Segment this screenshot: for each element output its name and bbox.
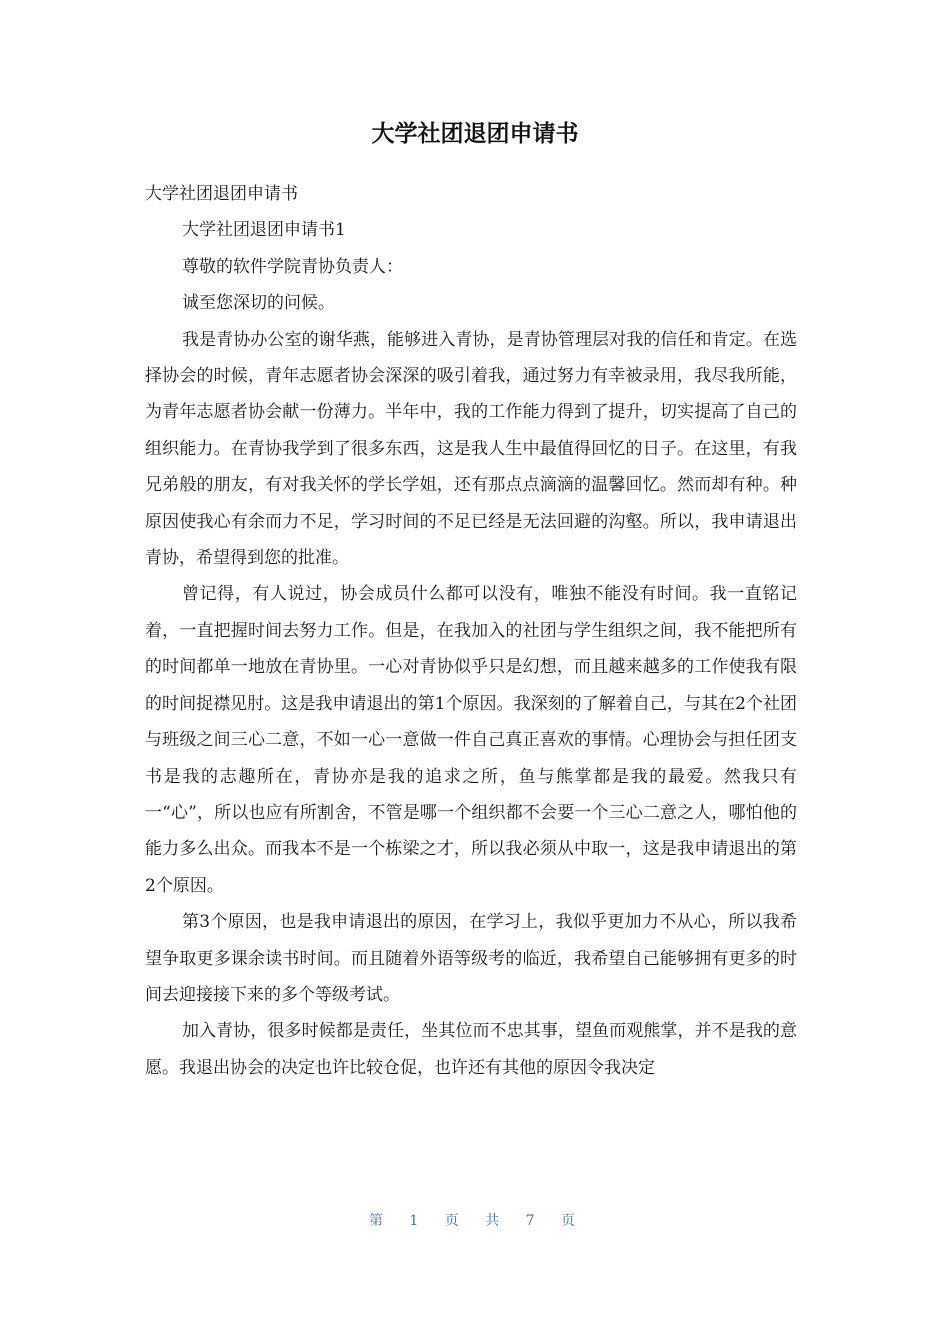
paragraph-subheading: 大学社团退团申请书1 (182, 220, 346, 241)
paragraph-salutation: 尊敬的软件学院青协负责人： (182, 256, 403, 277)
paragraph-body: 曾记得，有人说过，协会成员什么都可以没有，唯独不能没有时间。我一直铭记着，一直把握时间去努力工作。但是，在我加入的社团与学生组织之间，我不能把所有的时间都单一地放在青协里。一心对青协似乎只是幻想，而且越来越多的工作使我有限的时间捉襟见肘。这是我申请退出的第1个原因。我深刻的了解着自己，与其在2个社团与班级之间三心二意，不如一心一意做一件自己真正喜欢的事情。心理协会与担任团支书是我的志趣所在，青协亦是我的追求之所，鱼与熊掌都是我的最爱。然我只有一“心”，所以也应有所割舍，不管是哪一个组织都不会要一个三心二意之人，哪怕他的能力多么出众。而我本不是一个栋梁之才，所以我必须从中取一，这是我申请退出的第2个原因。 (145, 584, 797, 896)
page-number-footer: 第 1 页 共 7 页 (368, 1213, 582, 1229)
paragraph-body: 我是青协办公室的谢华燕，能够进入青协，是青协管理层对我的信任和肯定。在选择协会的时候，青年志愿者协会深深的吸引着我，通过努力有幸被录用，我尽我所能，为青年志愿者协会献一份薄力。半年中，我的工作能力得到了提升，切实提高了自己的组织能力。在青协我学到了很多东西，这是我人生中最值得回忆的日子。在这里，有我兄弟般的朋友，有对我关怀的学长学姐，还有那点点滴滴的温馨回忆。然而却有种。种原因使我心有余而力不足，学习时间的不足已经是无法回避的沟壑。所以，我申请退出青协，希望得到您的批准。 (145, 329, 797, 569)
document-body (145, 176, 797, 1086)
paragraph-greeting: 诚至您深切的问候。 (182, 293, 335, 314)
paragraph-heading: 大学社团退团申请书 (145, 184, 298, 204)
document-title: 大学社团退团申请书 (371, 121, 579, 147)
paragraph-body: 加入青协，很多时候都是责任，坐其位而不忠其事，望鱼而观熊掌，并不是我的意愿。我退出协会的决定也许比较仓促，也许还有其他的原因令我决定 (145, 1021, 797, 1078)
paragraph-body: 第3个原因，也是我申请退出的原因，在学习上，我似乎更加力不从心，所以我希望争取更多课余读书时间。而且随着外语等级考的临近，我希望自己能够拥有更多的时间去迎接接下来的多个等级考试。 (145, 912, 797, 1005)
